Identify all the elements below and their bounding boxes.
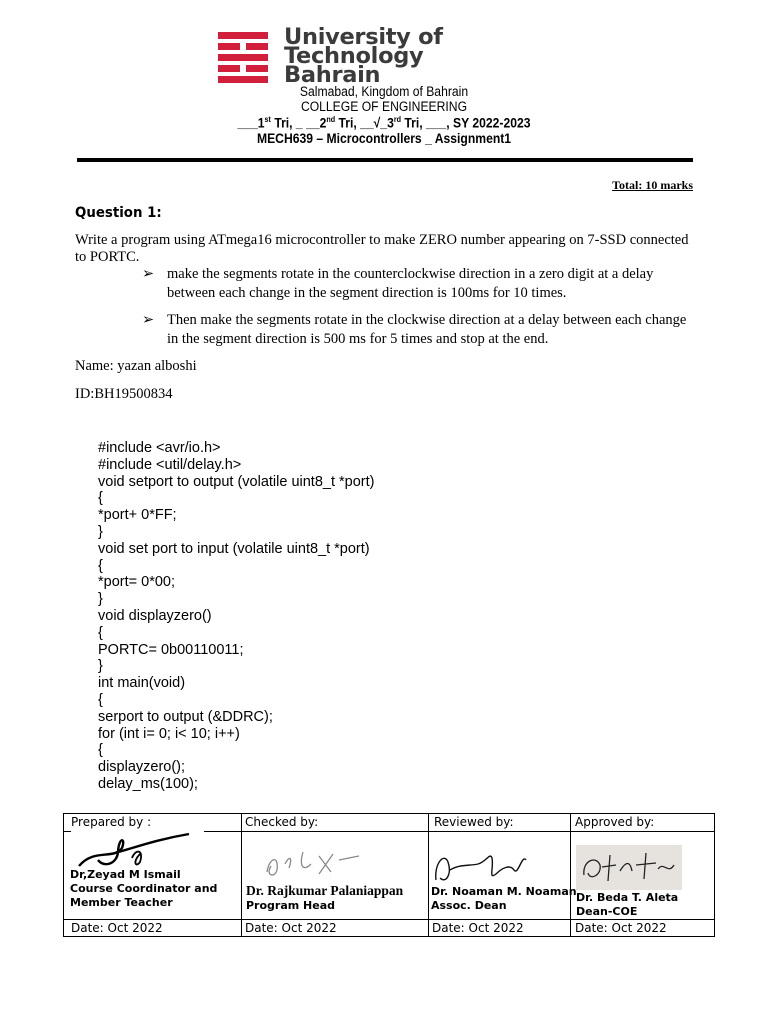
code-line: void setport to output (volatile uint8_t *port) <box>98 473 375 490</box>
checked-by-block <box>246 883 403 913</box>
bullet-item <box>142 265 702 305</box>
date-approved: Date: Oct 2022 <box>575 921 667 935</box>
bullet-item <box>142 311 702 351</box>
arrow-bullet-icon: ➢ <box>142 312 155 328</box>
arrow-bullet-icon: ➢ <box>142 266 155 282</box>
approved-by-role: Dean-COE <box>576 905 638 918</box>
signature-approved <box>576 845 682 890</box>
code-line: { <box>98 624 103 641</box>
reviewed-by-label: Reviewed by: <box>434 815 514 829</box>
header-divider <box>77 158 693 162</box>
location-line: Salmabad, Kingdom of Bahrain <box>299 84 469 99</box>
reviewed-by-role: Assoc. Dean <box>431 899 507 912</box>
code-line: #include <avr/io.h> <box>98 440 221 456</box>
reviewed-by-name: Dr. Noaman M. Noaman <box>431 885 577 898</box>
code-line: PORTC= 0b00110011; <box>98 641 244 658</box>
code-block <box>98 440 374 793</box>
code-line: } <box>98 658 103 675</box>
code-line: for (int i= 0; i< 10; i++) <box>98 725 240 742</box>
trimester-line: ___1st Tri, _ __2nd Tri, __√_3rd Tri, ___, SY 2022-2023 <box>237 115 531 131</box>
checked-by-role: Program Head <box>246 899 336 912</box>
prepared-by-role: Course Coordinator and <box>70 882 218 895</box>
code-line: *port+ 0*FF; <box>98 507 177 524</box>
code-line: serport to output (&DDRC); <box>98 708 273 725</box>
student-name: Name: yazan alboshi <box>75 358 197 374</box>
code-line: { <box>98 691 103 708</box>
date-prepared: Date: Oct 2022 <box>71 921 163 935</box>
code-line: } <box>98 523 103 540</box>
prepared-by-block <box>70 868 217 910</box>
prepared-by-name: Dr,Zeyad M Ismail <box>70 868 181 881</box>
question-title: Question 1: <box>75 205 162 221</box>
bullet-text: make the segments rotate in the counterclockwise direction in a zero digit at a delay between each change in the segment direction is 100ms for 10 times. <box>167 266 654 301</box>
code-line: displayzero(); <box>98 759 186 776</box>
code-line: delay_ms(100); <box>98 775 198 792</box>
code-line: { <box>98 557 103 574</box>
prepared-by-role: Member Teacher <box>70 896 173 909</box>
approval-table <box>63 813 715 937</box>
checked-by-name: Dr. Rajkumar Palaniappan <box>246 883 404 898</box>
bullet-text: Then make the segments rotate in the clockwise direction at a delay between each change in the segment direction is 500 ms for 5 times and stop at the end. <box>167 312 687 347</box>
college-line: COLLEGE OF ENGINEERING <box>300 99 468 114</box>
date-reviewed: Date: Oct 2022 <box>432 921 524 935</box>
code-line: } <box>98 591 103 608</box>
date-checked: Date: Oct 2022 <box>245 921 337 935</box>
signature-prepared <box>74 828 194 870</box>
code-line: void set port to input (volatile uint8_t *port) <box>98 540 370 557</box>
prepared-by-label: Prepared by : <box>71 815 152 829</box>
question-text: Write a program using ATmega16 microcontroller to make ZERO number appearing on 7-SSD connected to PORTC. <box>75 232 689 265</box>
approved-by-name: Dr. Beda T. Aleta <box>576 891 679 904</box>
code-line: void displayzero() <box>98 607 212 624</box>
signature-checked <box>259 842 369 882</box>
code-line: { <box>98 742 103 759</box>
university-logo-text: University of Technology Bahrain <box>284 24 443 88</box>
total-marks: Total: 10 marks <box>612 178 693 192</box>
code-line: { <box>98 490 103 507</box>
code-line: *port= 0*00; <box>98 574 175 591</box>
signature-reviewed <box>430 844 540 888</box>
code-line: int main(void) <box>98 675 186 692</box>
student-id: ID:BH19500834 <box>75 386 173 402</box>
reviewed-by-block <box>431 885 577 913</box>
approved-by-label: Approved by: <box>575 815 655 829</box>
code-line: #include <util/delay.h> <box>98 456 242 473</box>
checked-by-label: Checked by: <box>245 815 319 829</box>
approved-by-block <box>576 891 678 919</box>
course-line: MECH639 – Microcontrollers _ Assignment1 <box>256 131 512 146</box>
